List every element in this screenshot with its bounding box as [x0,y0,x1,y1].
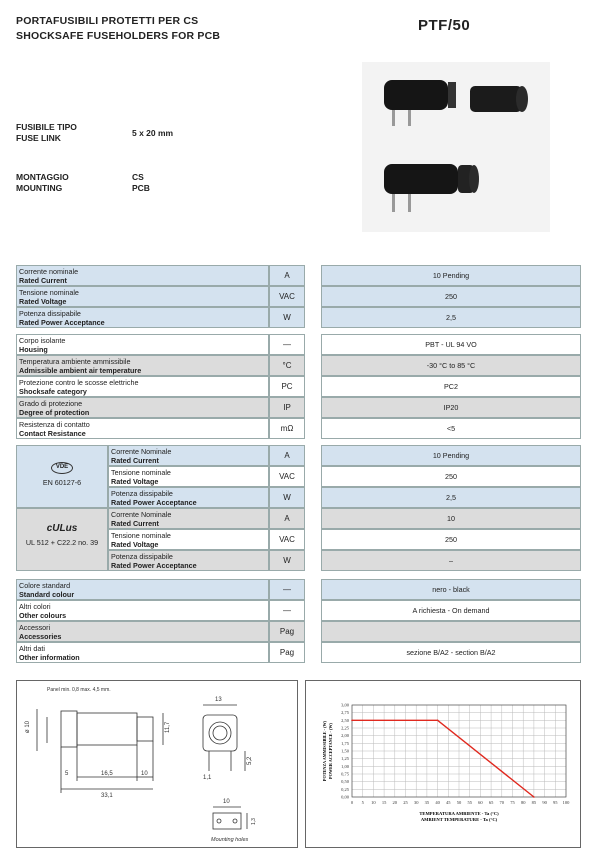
x-tick-label: 100 [562,800,570,805]
row-unit: mΩ [269,418,305,439]
row-value: 10 Pending [321,445,581,466]
row-value [321,621,581,642]
derating-point [351,720,353,722]
row-value: 10 Pending [321,265,581,286]
dimension-drawing [16,680,298,848]
derating-point [437,720,439,722]
table-row [108,487,581,508]
row-unit: IP [269,397,305,418]
dim-5-2: 5,2 [247,756,253,765]
x-tick-label: 85 [531,800,537,805]
row-unit: — [269,600,305,621]
product-photo [362,62,550,232]
row-unit: Pag [269,621,305,642]
x-tick-label: 50 [456,800,462,805]
y-tick-label: 0,00 [341,794,349,800]
dim-13: 13 [215,697,222,703]
x-axis-label-it: TEMPERATURA AMBIENTE - Ta (°C) [419,811,499,816]
fuse-link-value: 5 x 20 mm [132,128,174,138]
x-tick-label: 90 [542,800,547,805]
row-label-en: Rated Voltage [111,477,159,486]
derating-chart-svg [306,681,580,847]
y-tick-label: 2,75 [341,710,349,716]
table-row [16,334,581,355]
x-tick-label: 75 [510,800,515,805]
row-unit: VAC [269,466,305,487]
row-value: 2,5 [321,307,581,328]
row-unit: VAC [269,529,305,550]
mounting-label-it: MONTAGGIO [16,172,69,182]
row-label-en: Accessories [19,632,62,641]
y-tick-label: 1,25 [341,756,349,762]
x-tick-label: 80 [520,800,526,805]
table-row [16,307,581,328]
x-tick-label: 25 [403,800,408,805]
row-label-en: Rated Voltage [111,540,159,549]
x-tick-label: 65 [488,800,494,805]
row-label-it: Corrente Nominale [111,510,172,519]
row-unit: °C [269,355,305,376]
x-tick-label: 60 [478,800,483,805]
table-row [16,621,581,642]
row-label-it: Protezione contro le scosse elettriche [19,378,139,387]
vde-mark-icon: VDE [51,462,73,474]
x-tick-label: 15 [381,800,387,805]
mounting-holes-label: Mounting holes [211,837,249,843]
row-value: 250 [321,466,581,487]
ul-standard: UL 512 + C22.2 no. 39 [25,538,99,547]
x-tick-label: 10 [371,800,376,805]
row-unit: A [269,445,305,466]
x-tick-label: 70 [499,800,505,805]
x-tick-label: 5 [361,800,364,805]
ul-cert-block [16,508,108,571]
dim-mh-10: 10 [223,799,230,805]
dim-16-5: 16,5 [101,771,113,777]
dimension-drawing-svg [17,681,297,847]
mounting-label-en: MOUNTING [16,183,63,193]
x-tick-label: 40 [435,800,440,805]
y-tick-label: 1,50 [341,748,349,754]
y-tick-label: 0,75 [341,771,349,777]
x-tick-label: 45 [446,800,451,805]
table-row [16,376,581,397]
row-unit: PC [269,376,305,397]
row-value: PC2 [321,376,581,397]
table-row [16,418,581,439]
row-unit: Pag [269,642,305,663]
mounting-value-it: CS [132,172,144,182]
page-title-en: SHOCKSAFE FUSEHOLDERS FOR PCB [16,30,221,42]
x-tick-label: 95 [553,800,558,805]
x-tick-label: 0 [350,800,354,805]
row-label-it: Potenza dissipabile [111,552,173,561]
x-tick-label: 35 [424,800,430,805]
row-label-en: Rated Power Acceptance [19,318,105,327]
row-label-it: Colore standard [19,581,71,590]
row-label-it: Potenza dissipabile [111,489,173,498]
table-row [16,286,581,307]
table-row [108,529,581,550]
row-unit: VAC [269,286,305,307]
derating-point [533,796,535,798]
row-value: sezione B/A2 - section B/A2 [321,642,581,663]
row-label-it: Tensione nominale [111,468,171,477]
y-tick-label: 2,25 [341,725,349,731]
row-value: PBT - UL 94 VO [321,334,581,355]
y-tick-label: 2,50 [341,717,349,723]
row-label-it: Corrente nominale [19,267,79,276]
row-label-en: Rated Current [19,276,67,285]
row-label-it: Resistenza di contatto [19,420,90,429]
row-unit: — [269,334,305,355]
row-label-en: Standard colour [19,590,75,599]
y-axis-label-it: POTENZA AMMISSIBILE - (W) [322,720,327,782]
fuse-link-label-it: FUSIBILE TIPO [16,122,77,132]
row-label-it: Tensione nominale [19,288,79,297]
page-title-it: PORTAFUSIBILI PROTETTI PER CS [16,15,199,27]
table-row [16,397,581,418]
row-label-en: Rated Power Acceptance [111,498,197,507]
table-row [108,445,581,466]
row-label-it: Accessori [19,623,51,632]
y-tick-label: 2,00 [341,733,349,739]
row-label-en: Admissible ambient air temperature [19,366,142,375]
row-unit: W [269,487,305,508]
row-label-it: Tensione nominale [111,531,171,540]
dim-mh-1-3: 1,3 [251,818,257,825]
y-tick-label: 0,25 [341,786,349,792]
row-label-it: Corrente Nominale [111,447,172,456]
dim-diameter: ø 10 [25,720,31,733]
row-label-en: Rated Power Acceptance [111,561,197,570]
row-label-it: Corpo isolante [19,336,66,345]
x-tick-label: 30 [413,800,419,805]
derating-chart [305,680,581,848]
x-tick-label: 20 [392,800,398,805]
table-row [108,466,581,487]
row-value: nero - black [321,579,581,600]
y-tick-label: 1,00 [341,763,349,769]
row-label-it: Grado di protezione [19,399,83,408]
row-label-en: Degree of protection [19,408,90,417]
y-axis-label-en: POWER ACCEPTANCE - (W) [328,723,333,779]
row-label-en: Housing [19,345,48,354]
dim-1-1: 1,1 [203,775,212,781]
row-value: A richiesta - On demand [321,600,581,621]
row-unit: — [269,579,305,600]
row-unit: A [269,265,305,286]
table-row [108,550,581,571]
y-tick-label: 0,50 [341,779,349,785]
row-value: 2,5 [321,487,581,508]
y-tick-label: 3,00 [341,702,349,708]
dim-height: 11,7 [165,721,171,733]
table-row [16,579,581,600]
row-value: -30 °C to 85 °C [321,355,581,376]
table-row [16,265,581,286]
row-value: <5 [321,418,581,439]
row-value: 250 [321,286,581,307]
table-row [16,642,581,663]
row-label-en: Rated Voltage [19,297,67,306]
product-code: PTF/50 [418,17,471,34]
ul-mark-icon: cULus [46,523,78,534]
vde-standard: EN 60127-6 [42,478,82,487]
x-axis-label-en: AMBIENT TEMPERATURE - Ta (°C) [420,817,498,822]
table-row [108,508,581,529]
row-unit: W [269,307,305,328]
x-tick-label: 55 [467,800,472,805]
row-unit: A [269,508,305,529]
row-label-en: Other information [19,653,80,662]
row-value: IP20 [321,397,581,418]
panel-note: Panel min. 0,8 max. 4,5 mm. [47,687,111,693]
dim-10: 10 [141,771,148,777]
row-label-en: Rated Current [111,456,159,465]
row-label-en: Contact Resistance [19,429,86,438]
fuse-link-label-en: FUSE LINK [16,133,61,143]
vde-cert-block [16,445,108,508]
dim-5: 5 [65,771,69,777]
row-label-it: Temperatura ambiente ammissibile [19,357,131,366]
y-tick-label: 1,75 [341,740,349,746]
row-label-en: Rated Current [111,519,159,528]
row-unit: W [269,550,305,571]
row-label-it: Altri dati [19,644,45,653]
row-label-it: Potenza dissipabile [19,309,81,318]
mounting-value-en: PCB [132,183,150,193]
row-label-en: Shocksafe category [19,387,87,396]
row-label-en: Other colours [19,611,67,620]
dim-33-1: 33,1 [101,793,113,799]
row-value: – [321,550,581,571]
row-value: 10 [321,508,581,529]
table-row [16,355,581,376]
row-value: 250 [321,529,581,550]
table-row [16,600,581,621]
row-label-it: Altri colori [19,602,51,611]
